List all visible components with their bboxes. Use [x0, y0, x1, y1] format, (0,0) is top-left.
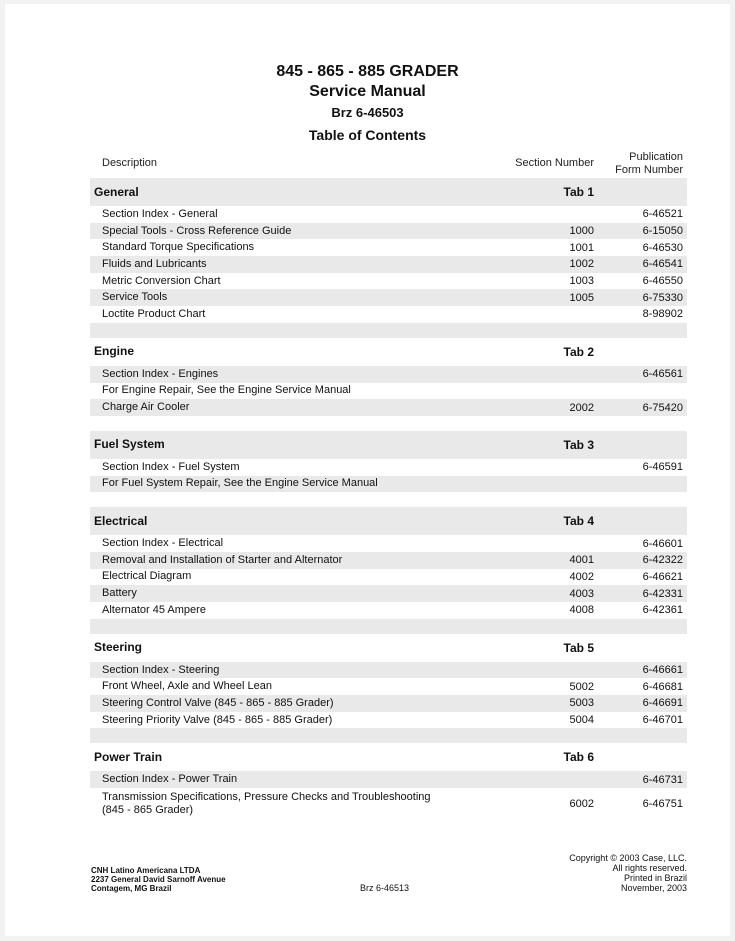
entry-publication-number: 6-46681 — [642, 680, 683, 693]
entry-description — [102, 680, 482, 693]
entry-description-text: Section Index - Fuel System — [102, 460, 240, 473]
copyright-block — [525, 853, 687, 893]
entry-description-text: Service Tools — [102, 291, 168, 304]
document-code: Brz 6-46503 — [331, 105, 404, 120]
column-header-publication-line2: Form Number — [615, 164, 683, 176]
toc-entry-row — [90, 256, 687, 273]
entry-section-number: 1003 — [569, 275, 594, 288]
entry-description — [102, 587, 482, 600]
entry-publication-number: 6-46751 — [642, 798, 683, 811]
toc-section-row — [90, 338, 687, 366]
entry-description — [102, 791, 482, 817]
entry-description-text: For Engine Repair, See the Engine Service Manual — [102, 384, 351, 397]
entry-description-text: Section Index - Steering — [102, 663, 220, 676]
toc-entry-row — [90, 695, 687, 712]
toc-entry-row — [90, 771, 687, 788]
section-tab: Tab 2 — [563, 344, 594, 359]
entry-description-text: Electrical Diagram — [102, 570, 192, 583]
entry-section-number: 5002 — [569, 680, 594, 693]
entry-section-number: 2002 — [569, 401, 594, 414]
entry-description — [102, 714, 482, 727]
toc-entry-row — [90, 678, 687, 695]
entry-description — [102, 537, 482, 550]
toc-spacer-row — [90, 728, 687, 743]
document-title: 845 - 865 - 885 GRADER — [276, 63, 459, 80]
entry-section-number: 4008 — [569, 604, 594, 617]
entry-description-text: Section Index - General — [102, 207, 218, 220]
entry-description — [102, 384, 482, 397]
section-title: Fuel System — [94, 437, 165, 452]
toc-entry-row — [90, 476, 687, 493]
toc-entry-row — [90, 399, 687, 416]
section-title: Electrical — [94, 513, 148, 528]
entry-description — [102, 401, 482, 414]
entry-publication-number: 6-46661 — [642, 664, 683, 677]
publisher-address — [91, 866, 226, 893]
entry-publication-number: 6-15050 — [642, 225, 683, 238]
document-page — [5, 4, 730, 936]
entry-description — [102, 773, 482, 786]
toc-entry-row — [90, 662, 687, 679]
entry-description — [102, 554, 482, 567]
entry-publication-number: 6-46561 — [642, 368, 683, 381]
entry-publication-number: 8-98902 — [642, 308, 683, 321]
entry-publication-number: 6-46530 — [642, 241, 683, 254]
toc-entry-row — [90, 273, 687, 290]
entry-section-number: 1001 — [569, 241, 594, 254]
entry-publication-number: 6-46550 — [642, 275, 683, 288]
copyright-notice: Copyright © 2003 Case, LLC. — [569, 853, 687, 863]
toc-spacer-row — [90, 492, 687, 507]
section-tab: Tab 6 — [563, 750, 594, 765]
entry-publication-number: 6-46621 — [642, 570, 683, 583]
toc-spacer-row — [90, 416, 687, 431]
section-title: General — [94, 184, 139, 199]
section-tab: Tab 1 — [563, 185, 594, 199]
toc-section-row — [90, 178, 687, 206]
entry-publication-number: 6-46591 — [642, 461, 683, 474]
document-subtitle: Service Manual — [309, 83, 426, 100]
entry-description — [102, 241, 482, 254]
toc-section-row — [90, 743, 687, 771]
entry-publication-number: 6-46731 — [642, 773, 683, 786]
entry-description-text: Front Wheel, Axle and Wheel Lean — [102, 680, 272, 693]
toc-spacer-row — [90, 323, 687, 338]
section-tab: Tab 4 — [563, 514, 594, 529]
entry-publication-number: 6-46521 — [642, 208, 683, 221]
entry-publication-number: 6-75420 — [642, 401, 683, 414]
printed-location: Printed in Brazil — [623, 873, 687, 883]
entry-section-number: 4002 — [569, 570, 594, 583]
entry-description — [102, 208, 482, 221]
entry-description — [102, 604, 482, 617]
section-title: Steering — [94, 640, 143, 655]
entry-description-text: Removal and Installation of Starter and Alternator — [102, 553, 343, 566]
entry-description-text: Steering Priority Valve (845 - 865 - 885 Grader) — [102, 713, 333, 726]
toc-entry-row — [90, 206, 687, 223]
entry-description-text-2: (845 - 865 Grader) — [102, 804, 194, 817]
toc-entry-row — [90, 712, 687, 729]
publisher-name: CNH Latino Americana LTDA — [91, 866, 201, 875]
entry-publication-number: 6-46691 — [642, 697, 683, 710]
entry-description — [102, 664, 482, 677]
entry-publication-number: 6-46541 — [642, 258, 683, 271]
toc-entry-row — [90, 535, 687, 552]
toc-entry-row — [90, 459, 687, 476]
entry-description — [102, 258, 482, 271]
toc-spacer-row — [90, 619, 687, 634]
toc-entry-row — [90, 585, 687, 602]
entry-section-number: 4003 — [569, 587, 594, 600]
toc-entry-row — [90, 552, 687, 569]
toc-table — [90, 178, 687, 820]
toc-entry-row — [90, 569, 687, 586]
entry-description — [102, 697, 482, 710]
section-tab: Tab 3 — [563, 437, 594, 452]
toc-entry-row — [90, 223, 687, 240]
entry-description-text: Section Index - Engines — [102, 367, 219, 380]
publisher-street: 2237 General David Sarnoff Avenue — [91, 875, 226, 884]
toc-entry-row — [90, 289, 687, 306]
column-header-description: Description — [102, 157, 158, 169]
entry-description-text: Metric Conversion Chart — [102, 274, 221, 287]
publisher-city: Contagem, MG Brazil — [91, 884, 172, 893]
toc-heading: Table of Contents — [308, 127, 427, 143]
entry-description — [102, 291, 482, 304]
footer-doc-code: Brz 6-46513 — [360, 883, 410, 893]
toc-entry-row — [90, 602, 687, 619]
entry-description-text: Standard Torque Specifications — [102, 241, 255, 254]
entry-publication-number: 6-42361 — [642, 604, 683, 617]
entry-section-number: 5004 — [569, 714, 594, 727]
entry-publication-number: 6-42331 — [642, 587, 683, 600]
column-header-publication-line1: Publication — [629, 151, 683, 163]
toc-entry-row — [90, 788, 687, 820]
toc-section-row — [90, 507, 687, 535]
entry-description-text: Charge Air Cooler — [102, 401, 190, 414]
entry-publication-number: 6-46701 — [642, 714, 683, 727]
entry-section-number: 1002 — [569, 258, 594, 271]
entry-section-number: 1005 — [569, 291, 594, 304]
entry-description — [102, 461, 482, 474]
entry-description-text: Alternator 45 Ampere — [102, 603, 206, 616]
entry-description — [102, 477, 482, 490]
rights-notice: All rights reserved. — [612, 863, 687, 873]
toc-entry-row — [90, 306, 687, 323]
print-date: November, 2003 — [620, 883, 687, 893]
section-title: Engine — [94, 344, 135, 359]
entry-section-number: 6002 — [569, 798, 594, 811]
toc-entry-row — [90, 383, 687, 400]
entry-description — [102, 275, 482, 288]
toc-section-row — [90, 431, 687, 459]
entry-description — [102, 308, 482, 321]
entry-description-text: Section Index - Power Train — [102, 773, 238, 786]
column-header-publication — [600, 151, 683, 177]
entry-description-text: Section Index - Electrical — [102, 537, 224, 550]
entry-description — [102, 225, 482, 238]
entry-description-text: Special Tools - Cross Reference Guide — [102, 224, 292, 237]
entry-section-number: 5003 — [569, 697, 594, 710]
entry-description-text: Battery — [102, 587, 137, 600]
entry-publication-number: 6-42322 — [642, 554, 683, 567]
toc-section-row — [90, 634, 687, 662]
section-title: Power Train — [94, 749, 163, 764]
entry-description-text: For Fuel System Repair, See the Engine Service Manual — [102, 477, 378, 490]
entry-section-number: 1000 — [569, 225, 594, 238]
entry-description-text: Fluids and Lubricants — [102, 257, 207, 270]
entry-description-text: Transmission Specifications, Pressure Checks and Troubleshooting — [102, 791, 431, 804]
entry-section-number: 4001 — [569, 554, 594, 567]
entry-description-text: Loctite Product Chart — [102, 307, 206, 320]
toc-entry-row — [90, 366, 687, 383]
entry-publication-number: 6-46601 — [642, 537, 683, 550]
section-tab: Tab 5 — [563, 640, 594, 655]
column-header-section-number: Section Number — [515, 157, 594, 169]
toc-entry-row — [90, 239, 687, 256]
entry-publication-number: 6-75330 — [642, 291, 683, 304]
entry-description — [102, 368, 482, 381]
entry-description — [102, 570, 482, 583]
entry-description-text: Steering Control Valve (845 - 865 - 885 Grader) — [102, 696, 334, 709]
